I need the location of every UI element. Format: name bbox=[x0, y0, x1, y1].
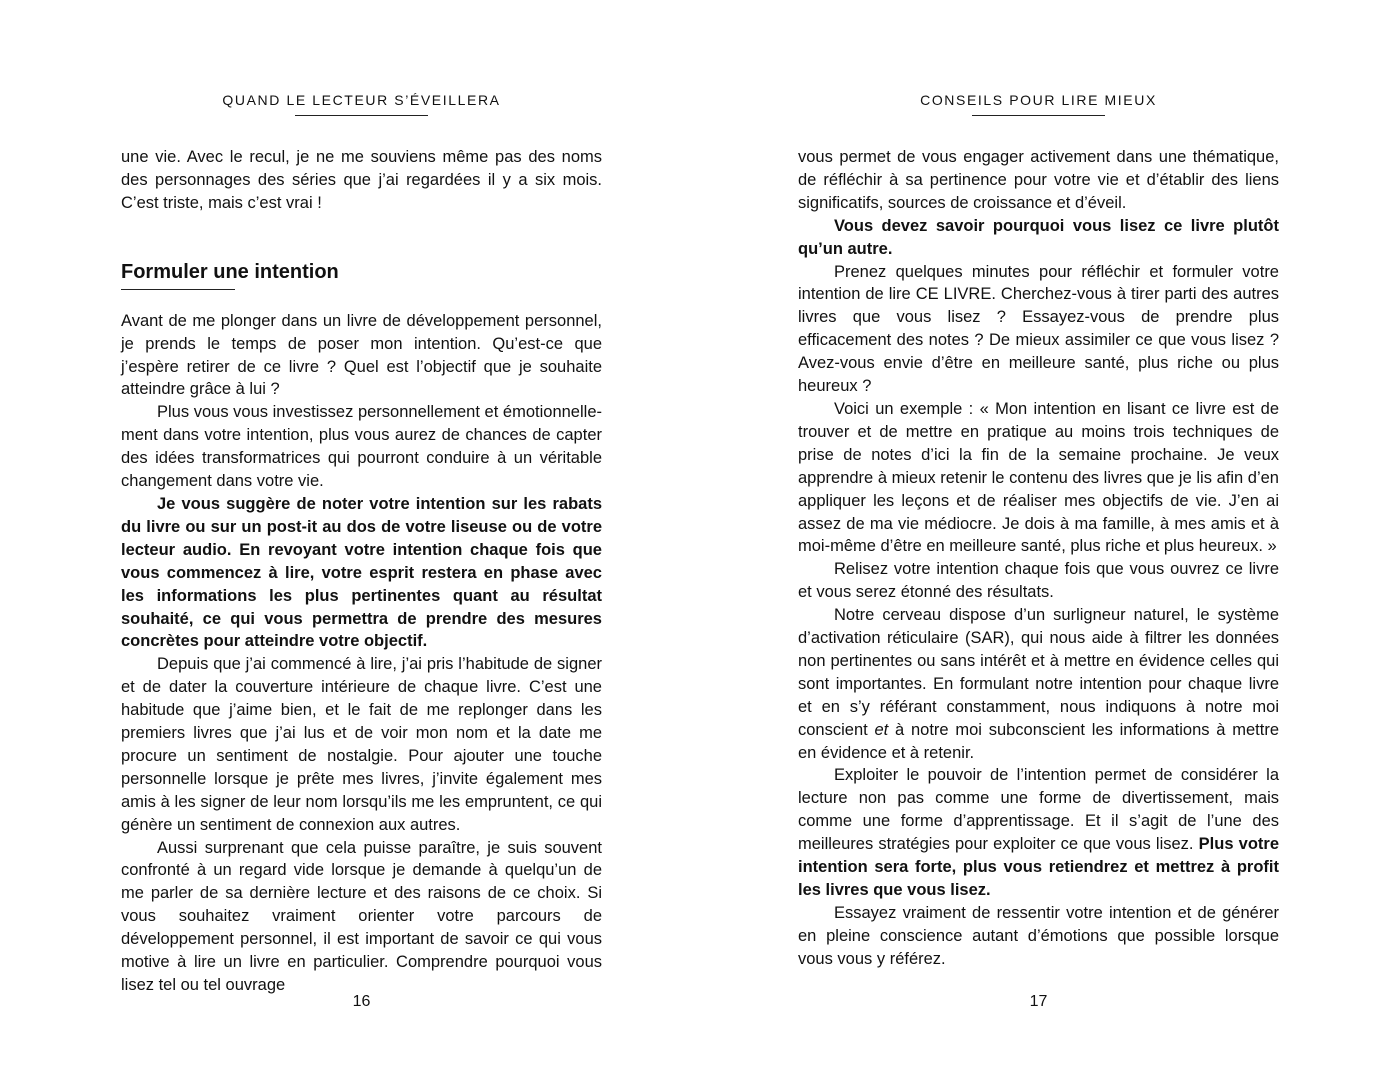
text-run: Exploiter le pouvoir de l’intention permet de considérer la lecture non pas comme une forme de divertissement, mais comme une forme d’apprentissage. Et il s’agit de l’une des meilleures stratégies pour exploiter ce que vous lisez. bbox=[798, 766, 1279, 854]
paragraph: Relisez votre intention chaque fois que vous ouvrez ce livre et vous serez étonné des résultats. bbox=[798, 560, 1279, 602]
paragraph: une vie. Avec le recul, je ne me souviens même pas des noms des personnages des séries que j’ai regardées il y a six mois. C’est triste, mais c’est vrai ! bbox=[121, 148, 602, 212]
right-page-body bbox=[798, 146, 1279, 971]
text-run: à notre moi subconscient les informations à mettre en évidence et à retenir. bbox=[798, 720, 1279, 762]
paragraph: Aussi surprenant que cela puisse paraître, je suis souvent confronté à un regard vide lorsque je demande à quelqu’un de me parler de sa dernière lecture et des raisons de ce choix. Si vous souhaitez vraiment orienter votre parcours de développement personnel, il est important de savoir ce qui vous motive à lire un livre en particulier. Comprendre pourquoi vous lisez tel ou tel ouvrage bbox=[121, 838, 602, 994]
text-run: Notre cerveau dispose d’un surligneur naturel, le système d’activation réticulaire (SAR), qui nous aide à filtrer les données non pertinentes ou sans intérêt et à mettre en évidence celles qui sont importantes. En formulant notre intention pour chaque livre et en s’y référant constamment, nous indiquons à notre moi conscient bbox=[798, 606, 1279, 739]
running-head-right: CONSEILS POUR LIRE MIEUX bbox=[920, 92, 1157, 108]
italic-text: et bbox=[874, 720, 889, 739]
bold-paragraph: Vous devez savoir pourquoi vous lisez ce livre plutôt qu’un autre. bbox=[798, 216, 1279, 258]
paragraph: Plus vous vous investissez personnellement et émotionnellement dans votre intention, plus vous aurez de chances de capter des idées transformatrices qui pourront conduire à un véritable changement dans votre vie. bbox=[121, 403, 602, 491]
running-head-left: QUAND LE LECTEUR S’ÉVEILLERA bbox=[222, 92, 501, 108]
running-head-rule-left bbox=[295, 115, 428, 116]
section-title-rule bbox=[121, 289, 235, 290]
left-page-body bbox=[121, 146, 602, 997]
page-number-right: 17 bbox=[1029, 993, 1048, 1010]
paragraph: vous permet de vous engager activement dans une thématique, de réfléchir à sa pertinence pour votre vie et d’établir des liens significatifs, sources de croissance et d’éveil. bbox=[798, 148, 1279, 212]
bold-paragraph: Je vous suggère de noter votre intention sur les rabats du livre ou sur un post-it au dos de votre liseuse ou de votre lecteur audio. En revoyant votre intention chaque fois que vous commencez à lire, votre esprit restera en phase avec les informations les plus pertinentes quant au résultat souhaité, ce qui vous permettra de prendre des mesures concrètes pour atteindre votre objectif. bbox=[121, 494, 602, 651]
paragraph bbox=[798, 604, 1279, 764]
running-head-rule-right bbox=[972, 115, 1105, 116]
paragraph: Avant de me plonger dans un livre de développement personnel, je prends le temps de poser mon intention. Qu’est-ce que j’espère retirer de ce livre ? Quel est l’objectif que je souhaite atteindre grâce à lui ? bbox=[121, 311, 602, 399]
paragraph: Depuis que j’ai commencé à lire, j’ai pris l’habitude de signer et de dater la couverture intérieure de chaque livre. C’est une habitude que j’aime bien, et le fait de me replonger dans les premiers livres que j’ai lus et de voir mon nom et la date me procure un sentiment de nostalgie. Pour ajouter une touche personnelle lorsque je prête mes livres, j’invite également mes amis à les signer de leur nom lorsqu’ils me les empruntent, ce qui génère un sentiment de connexion aux autres. bbox=[121, 655, 602, 834]
paragraph bbox=[798, 764, 1279, 901]
right-page bbox=[798, 0, 1279, 1075]
paragraph: Voici un exemple : « Mon intention en lisant ce livre est de trouver et de mettre en pratique au moins trois techniques de prise de notes d’ici la fin de la semaine prochaine. Je veux apprendre à mieux retenir le contenu des livres que je lis afin d’en appliquer les leçons et de réaliser mes objectifs de vie. J’en ai assez de ma vie médiocre. Je dois à ma famille, à mes amis et à moi-même d’être en meilleure santé, plus riche et plus heureux. » bbox=[798, 399, 1279, 556]
paragraph: Prenez quelques minutes pour réfléchir et formuler votre intention de lire CE LIVRE. Cherchez-vous à tirer parti des autres livres que vous lisez ? Essayez-vous de prendre plus efficacement des notes ? De mieux assimiler ce que vous lisez ? Avez-vous envie d’être en meilleure santé, plus riche ou plus heureux ? bbox=[798, 262, 1279, 396]
section-title: Formuler une intention bbox=[121, 260, 339, 283]
paragraph: Essayez vraiment de ressentir votre intention et de générer en pleine conscience autant d’émotions que possible lorsque vous vous y référez. bbox=[798, 903, 1279, 968]
page-number-left: 16 bbox=[352, 993, 371, 1010]
bold-text: Plus votre intention sera forte, plus vous retiendrez et mettrez à profit les livres que vous lisez. bbox=[798, 835, 1279, 899]
left-page bbox=[121, 0, 602, 1075]
